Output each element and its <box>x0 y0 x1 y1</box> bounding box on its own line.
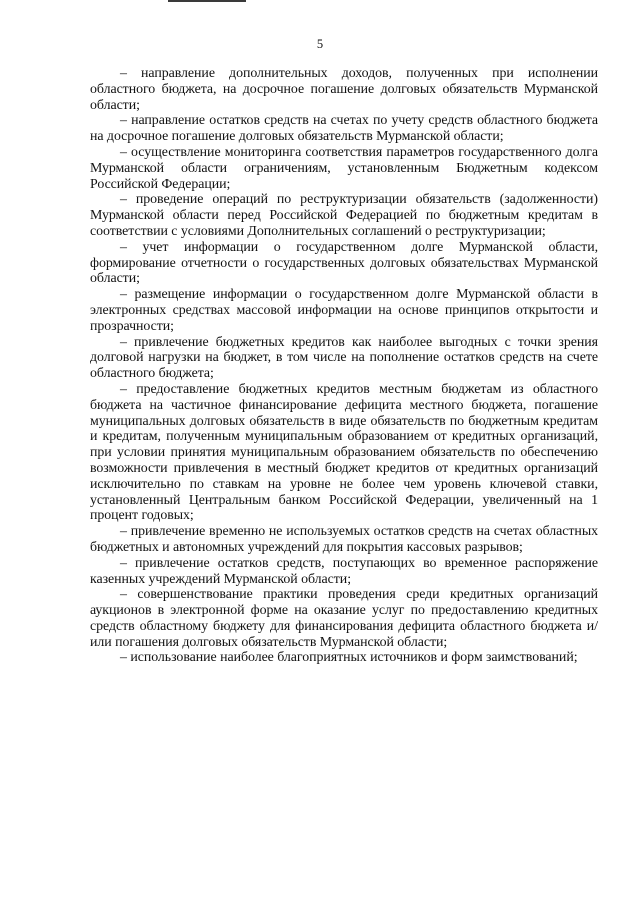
list-item: – привлечение остатков средств, поступающих во временное распоряжение казенных учреждений Мурманской области; <box>90 555 598 587</box>
list-item: – использование наиболее благоприятных источников и форм заимствований; <box>120 650 578 666</box>
list-item: – совершенствование практики проведения среди кредитных организаций аукционов в электронной форме на оказание услуг по предоставлению кредитных средств областному бюджету для финансирования дефицита областного бюджета и/или погашения долговых обязательств Мурманской области; <box>90 587 598 650</box>
list-item: – привлечение временно не используемых остатков средств на счетах областных бюджетных и автономных учреждений для покрытия кассовых разрывов; <box>90 524 598 555</box>
list-item: – направление дополнительных доходов, полученных при исполнении областного бюджета, на досрочное погашение долговых обязательств Мурманской области; <box>90 66 598 113</box>
document-body <box>90 66 598 666</box>
scan-artifact-line <box>168 0 246 2</box>
list-item: – размещение информации о государственном долге Мурманской области в электронных средствах массовой информации на основе принципов открытости и прозрачности; <box>90 287 598 334</box>
list-item: – привлечение бюджетных кредитов как наиболее выгодных с точки зрения долговой нагрузки на бюджет, в том числе на пополнение остатков средств на счете областного бюджета; <box>90 334 598 382</box>
list-item: – проведение операций по реструктуризации обязательств (задолженности) Мурманской области перед Российской Федерацией по бюджетным кредитам в соответствии с условиями Дополнительных соглашений о реструктуризации; <box>90 192 598 239</box>
list-item: – учет информации о государственном долге Мурманской области, формирование отчетности о государственных долговых обязательствах Мурманской области; <box>90 239 598 287</box>
list-item: – осуществление мониторинга соответствия параметров государственного долга Мурманской области ограничениям, установленным Бюджетным кодексом Российской Федерации; <box>90 144 598 192</box>
list-item: – направление остатков средств на счетах по учету средств областного бюджета на досрочное погашение долговых обязательств Мурманской области; <box>90 113 598 145</box>
list-item: – предоставление бюджетных кредитов местным бюджетам из областного бюджета на частичное финансирование дефицита местного бюджета, погашение муниципальных долговых обязательств в виде обязательств по бюджетным кредитам и кредитам, полученным муниципальным образованием от кредитных организаций, при условии принятия муниципальным образованием обязательств по обеспечению возможности привлечения в местный бюджет кредитов от кредитных организаций исключительно по ставкам на уровне не более чем уровень ключевой ставки, установленный Центральным банком Российской Федерации, увеличенный на 1 процент годовых; <box>90 381 598 524</box>
page-number: 5 <box>316 37 324 51</box>
